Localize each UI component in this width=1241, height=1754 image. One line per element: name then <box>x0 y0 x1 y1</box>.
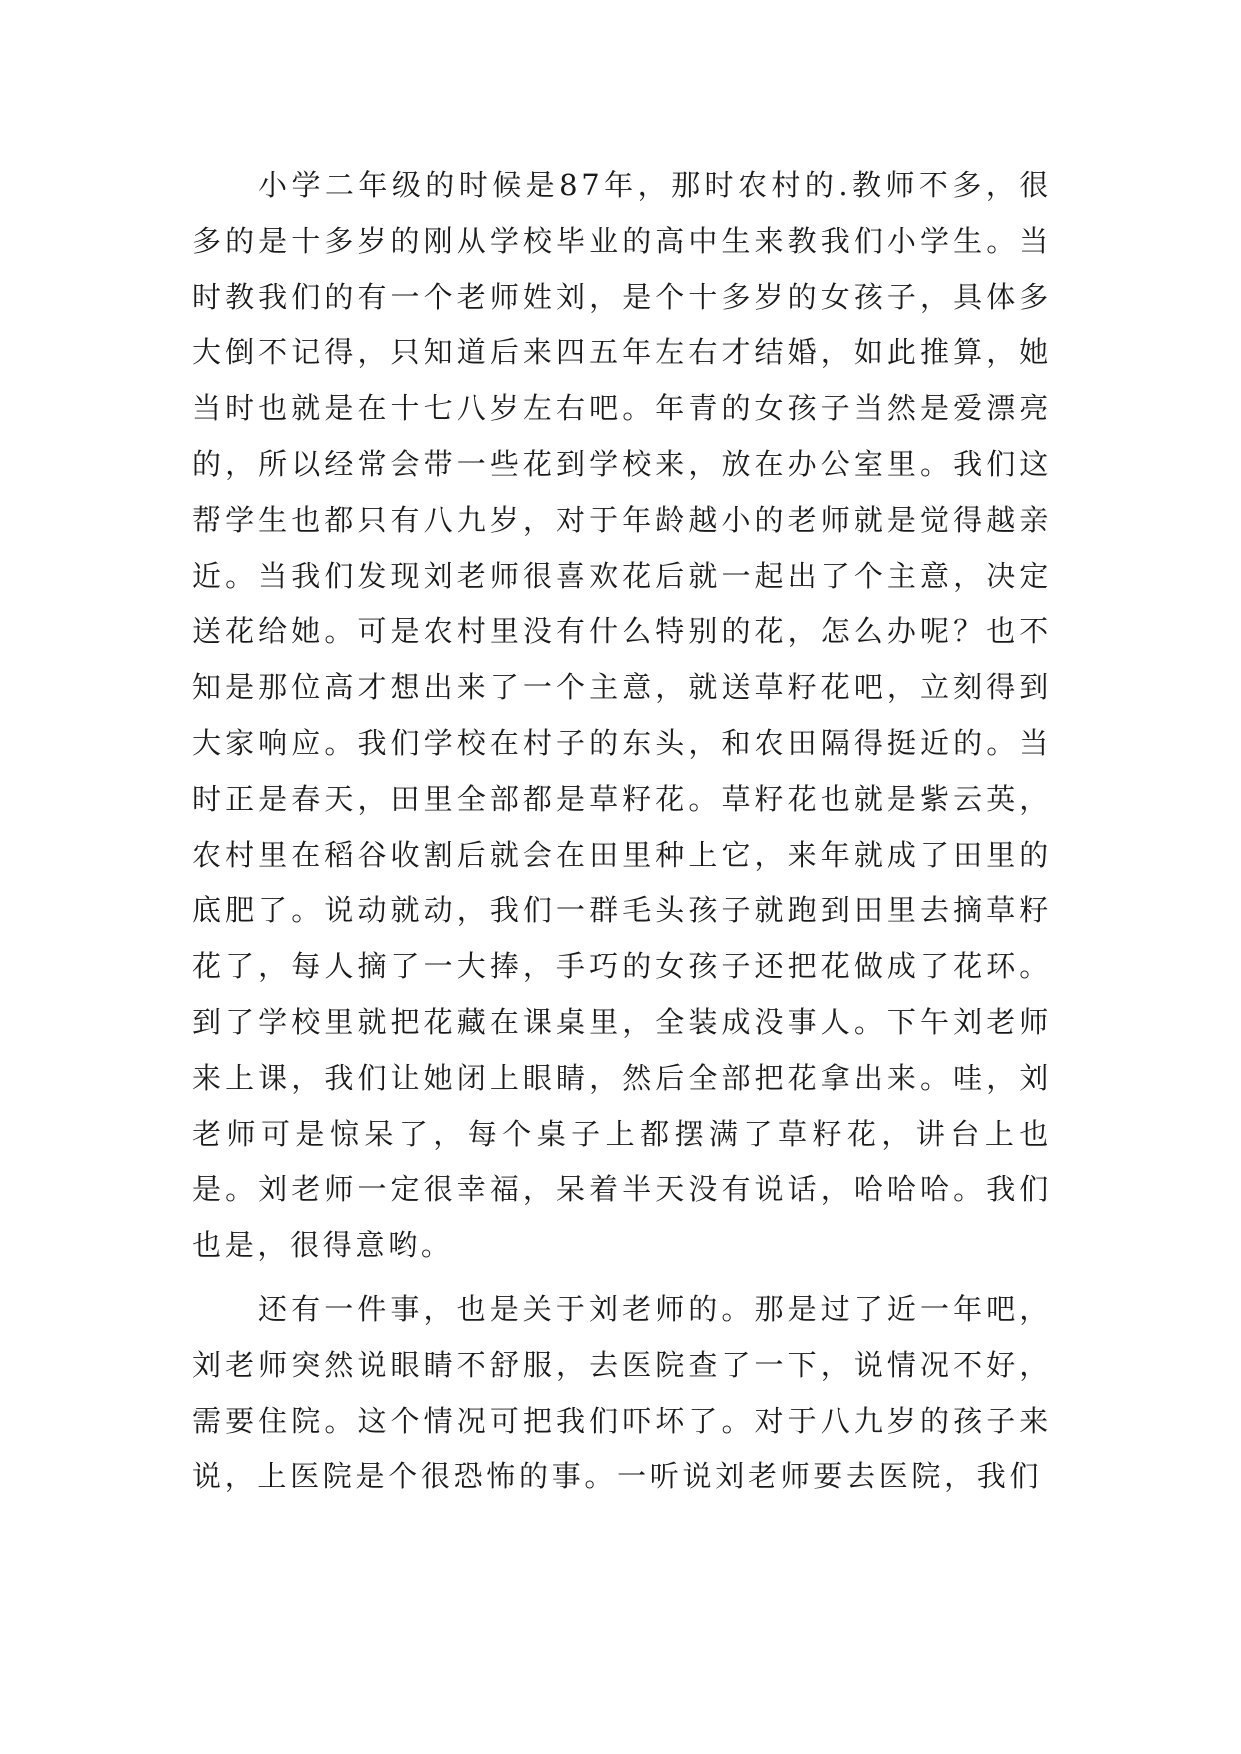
document-body <box>192 158 1052 1505</box>
paragraph-2: 还有一件事，也是关于刘老师的。那是过了近一年吧，刘老师突然说眼睛不舒服，去医院查了一下，说情况不好，需要住院。这个情况可把我们吓坏了。对于八九岁的孩子来说，上医院是个很恐怖的事。一听说刘老师要去医院，我们 <box>192 1291 1052 1494</box>
paragraph-1: 小学二年级的时候是87年，那时农村的.教师不多，很多的是十多岁的刚从学校毕业的高中生来教我们小学生。当时教我们的有一个老师姓刘，是个十多岁的女孩子，具体多大倒不记得，只知道后来四五年左右才结婚，如此推算，她当时也就是在十七八岁左右吧。年青的女孩子当然是爱漂亮的，所以经常会带一些花到学校来，放在办公室里。我们这帮学生也都只有八九岁，对于年龄越小的老师就是觉得越亲近。当我们发现刘老师很喜欢花后就一起出了个主意，决定送花给她。可是农村里没有什么特别的花，怎么办呢？也不知是那位高才想出来了一个主意，就送草籽花吧，立刻得到大家响应。我们学校在村子的东头，和农田隔得挺近的。当时正是春天，田里全部都是草籽花。草籽花也就是紫云英，农村里在稻谷收割后就会在田里种上它，来年就成了田里的底肥了。说动就动，我们一群毛头孩子就跑到田里去摘草籽花了，每人摘了一大捧，手巧的女孩子还把花做成了花环。到了学校里就把花藏在课桌里，全装成没事人。下午刘老师来上课，我们让她闭上眼睛，然后全部把花拿出来。哇，刘老师可是惊呆了，每个桌子上都摆满了草籽花，讲台上也是。刘老师一定很幸福，呆着半天没有说话，哈哈哈。我们也是，很得意哟。 <box>192 168 1052 1263</box>
